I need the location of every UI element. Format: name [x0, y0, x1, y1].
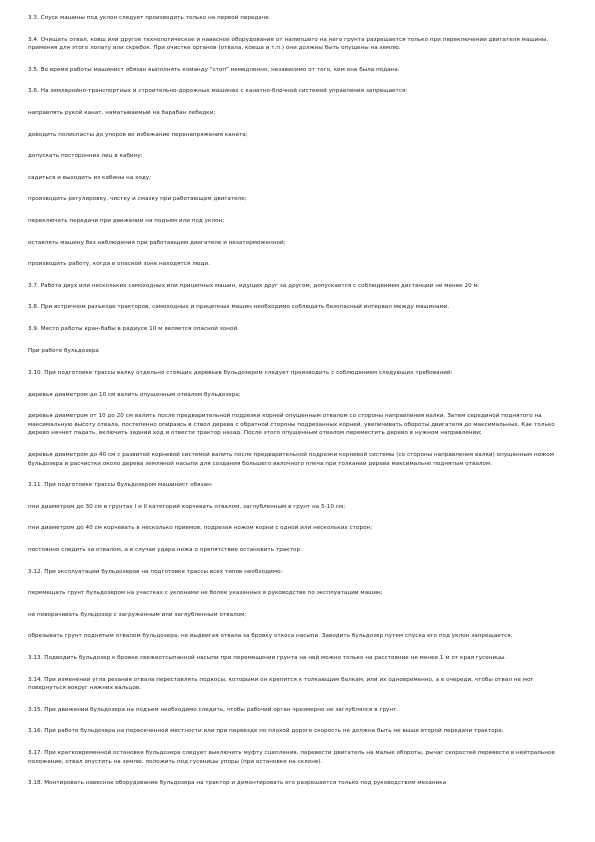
list-item: не поворачивать бульдозер с загруженным или заглубленным отвалом;: [28, 611, 247, 618]
paragraph-3-16: 3.16. При работе бульдозера на пересеченной местности или при переезде по плохой дороге скорость не должна быть не выше второй передачи трактора.: [28, 728, 504, 735]
list-item: производить регулировку, чистку и смазку при работающем двигателе;: [28, 196, 247, 203]
paragraph-3-4: 3.4. Очищать отвал, ковш или другое технологическое и навесное оборудование от налипшего на него грунта разрешается только при переключении двигателя машины, применяя для этого лопату или скребок. При очистке органов (отвала, ковша и т.п.) они должны быть опущены на землю.: [28, 36, 549, 52]
list-item: допускать посторонних лиц в кабину;: [28, 153, 143, 160]
list-item: пни диаметром до 30 см в грунтах I и II категорий корчевать отвалом, заглубленным в грунт на 5-10 см;: [28, 503, 346, 510]
list-item: деревья диаметром до 40 см с развитой корневой системой валить после предварительной подрезки корневой системы (со стороны направления валки) опущенным ножом бульдозера и расчистки около дерева земляной насыпи для создания большего валочного плеча при толкании дерева максимально поднятым отвалом.: [28, 452, 554, 467]
list-item: пни диаметром до 40 см корчевать в несколько приемов, подрезая ножом корни с одной или нескольких сторон;: [28, 525, 373, 532]
paragraph-3-5: 3.5. Во время работы машинист обязан выполнять команду "стоп" немедленно, независимо от того, кем она была подана.: [28, 66, 400, 73]
paragraph-3-8: 3.8. При встречном разъезде тракторов, самоходных и прицепных машин необходимо соблюдать безопасный интервал между машинами.: [28, 304, 450, 311]
document-page: [28, 14, 560, 836]
paragraph-3-14: 3.14. При изменении угла резания отвала переставлять подкосы, которыми он крепится к толкающим балкам, или их одновременно, а в очереди, чтобы отвал не мог повернуться вокруг нижних вальцов.: [28, 676, 534, 692]
paragraph-3-6: 3.6. На землеройно-транспортных и строительно-дорожных машинах с канатно-блочной системой управления запрещается:: [28, 88, 408, 95]
paragraph-3-10: 3.10. При подготовке трассы валку отдельно стоящих деревьев бульдозером следует производить с соблюдением следующих требований:: [28, 370, 453, 377]
list-item: производить работу, когда в опасной зоне находятся люди.: [28, 261, 210, 268]
paragraph-3-11: 3.11. При подготовке трассы бульдозером машинист обязан:: [28, 482, 213, 489]
paragraph-3-3: 3.3. Спуск машины под уклон следует производить только на первой передаче.: [28, 15, 271, 21]
list-item: доводить полиспасты до упоров во избежание перенапряжения каната;: [28, 131, 248, 138]
paragraph-3-7: 3.7. Работа двух или нескольких самоходных или прицепных машин, идущих друг за другом, допускается с соблюдением дистанции не менее 20 м.: [28, 282, 480, 289]
list-item: переключать передачи при движении на подъем или под уклон;: [28, 217, 225, 224]
list-item: оставлять машину без наблюдения при работающем двигателе и незаторможенной;: [28, 239, 286, 246]
paragraph-3-12: 3.12. При эксплуатации бульдозеров на подготовке трассы всех типов необходимо:: [28, 568, 283, 575]
list-item: перемещать грунт бульдозером на участках с уклонами не более указанных в руководстве по эксплуатации машин;: [28, 590, 383, 597]
section-heading-bulldozer: При работе бульдозера: [28, 347, 99, 354]
paragraph-3-13: 3.13. Подводить бульдозер к бровке свежеотсыпанной насыпи при перемещении грунта на ней можно только на расстояние не менее 1 м от края гусеницы.: [28, 655, 507, 661]
paragraph-3-17: 3.17. При кратковременной остановке бульдозера следует выключить муфту сцепления, перевести двигатель на малые обороты, рычаг скоростей перевести в нейтральное положение, отвал опустить на землю, положить под гусеницы упоры (при остановке на склоне).: [28, 749, 555, 765]
list-item: садиться и выходить из кабины на ходу;: [28, 174, 152, 181]
list-item: направлять рукой канат, наматываемый на барабан лебедки;: [28, 109, 216, 116]
list-item: постоянно следить за отвалом, а в случае удара ножа о препятствие остановить трактор.: [28, 547, 302, 554]
paragraph-3-18: 3.18. Монтировать навесное оборудование бульдозера на трактор и демонтировать его разрешается только под руководством механика: [28, 780, 447, 787]
paragraph-3-15: 3.15. При движении бульдозера на подъем необходимо следить, чтобы рабочий орган чрезмерно не заглублялся в грунт.: [28, 706, 399, 713]
paragraph-3-9: 3.9. Место работы кран-бабы в радиусе 10 м является опасной зоной.: [28, 325, 239, 332]
list-item: деревья диаметром до 10 см валить опущенным отвалом бульдозера;: [28, 391, 241, 398]
list-item: деревья диаметром от 10 до 20 см валить после предварительной подрезки корней опущенным отвалом со стороны направления валки. Затем серединой поднятого на максимальную высоту отвала, постепенно опираясь в ствол дерева с обратной стороны подрезанных корней, увеличивать обороты двигателя до максимальных. Как только дерево начнет падать, включить задний ход и отвести трактор назад. После этого опущенным отвалом переместить дерево в нужном направлении;: [28, 413, 555, 437]
list-item: обрезывать грунт поднятым отвалом бульдозера, не выдвигая отвала за бровку откоса насыпи. Заводить бульдозер путем спуска его под уклон запрещается.: [28, 633, 513, 640]
